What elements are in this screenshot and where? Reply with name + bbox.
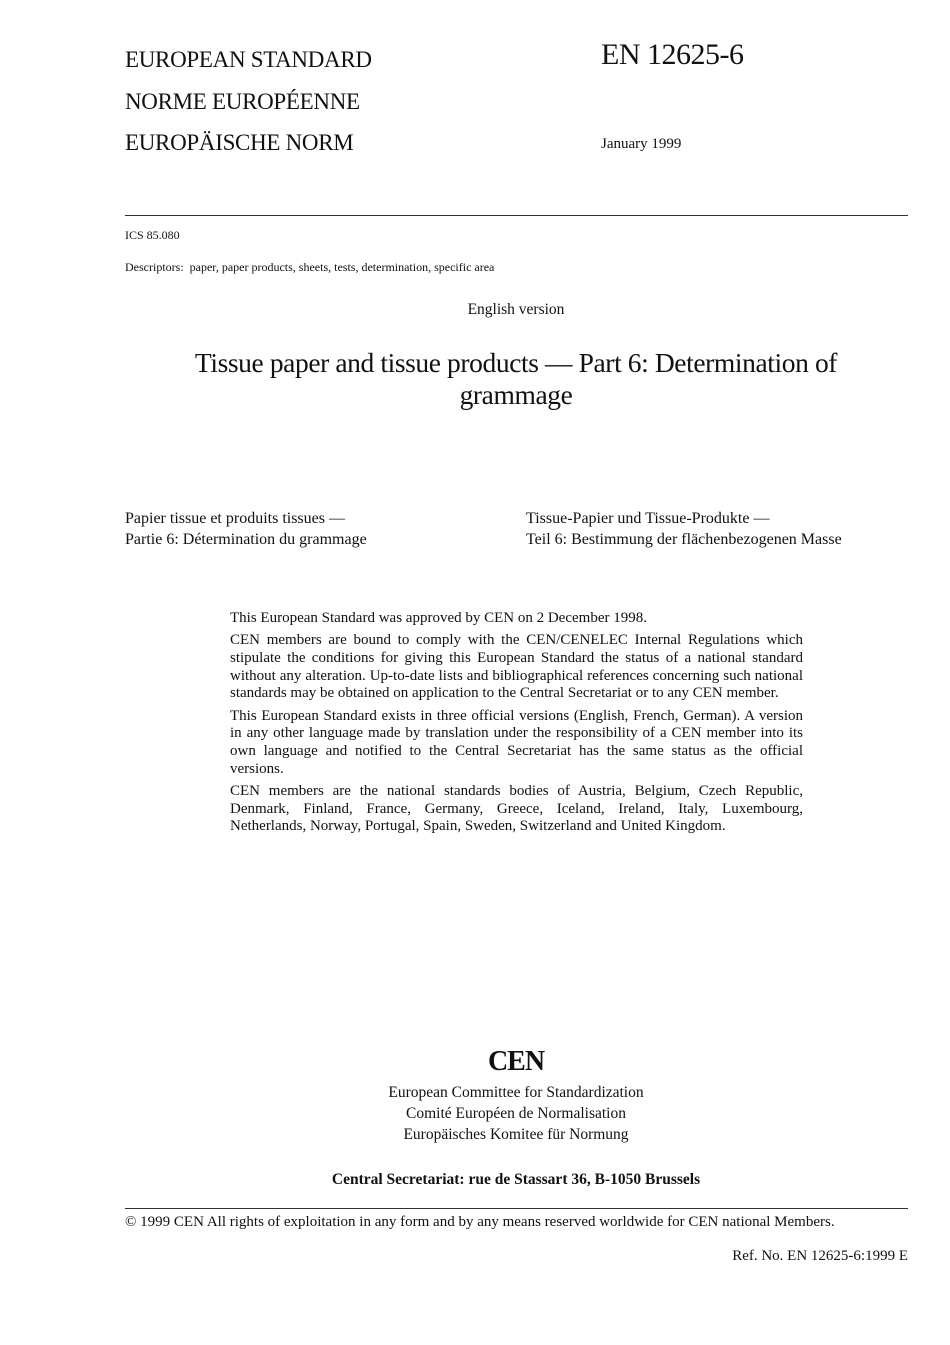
heading-norme-europeenne: NORME EUROPÉENNE — [125, 89, 360, 114]
french-title-line: Papier tissue et produits tissues — — [125, 510, 345, 527]
heading-european-standard: EUROPEAN STANDARD — [125, 47, 372, 72]
descriptors: Descriptors: paper, paper products, sheets, tests, determination, specific area — [125, 260, 495, 274]
ics-code: ICS 85.080 — [125, 228, 180, 242]
french-title-line: Partie 6: Détermination du grammage — [125, 531, 367, 548]
document-title: Tissue paper and tissue products — Part 6: Determination of grammage — [194, 347, 838, 410]
cen-name-french: Comité Européen de Normalisation — [406, 1105, 626, 1122]
cen-logo: CEN — [487, 1046, 545, 1077]
central-secretariat: Central Secretariat: rue de Stassart 36, B-1050 Brussels — [331, 1171, 701, 1188]
version-label: English version — [467, 301, 565, 318]
german-title — [526, 508, 842, 550]
copyright-notice: © 1999 CEN All rights of exploitation in any form and by any means reserved worldwide for CEN national Members. — [125, 1214, 835, 1230]
german-title-line: Teil 6: Bestimmung der flächenbezogenen Masse — [526, 531, 842, 548]
heading-europaische-norm: EUROPÄISCHE NORM — [125, 130, 354, 155]
cen-name-german: Europäisches Komitee für Normung — [403, 1126, 629, 1143]
german-title-line: Tissue-Papier und Tissue-Produkte — — [526, 510, 770, 527]
cen-name-english: European Committee for Standardization — [388, 1084, 644, 1101]
body-paragraph: This European Standard exists in three official versions (English, French, German). A version in any other language made by translation under the responsibility of a CEN member into its own language and notified to the Central Secretariat has the same status as the official versions. — [230, 707, 803, 777]
publication-date: January 1999 — [601, 136, 682, 152]
body-paragraph: This European Standard was approved by CEN on 2 December 1998. — [230, 610, 647, 626]
body-paragraph: CEN members are bound to comply with the CEN/CENELEC Internal Regulations which stipulate the conditions for giving this European Standard the status of a national standard without any alteration. Up-to-date lists and bibliographical references concerning such national standards may be obtained on application to the Central Secretariat or to any CEN member. — [230, 632, 803, 702]
approval-text — [230, 610, 803, 840]
french-title — [125, 508, 367, 550]
header-divider — [125, 215, 908, 216]
footer-divider — [125, 1208, 908, 1209]
reference-number: Ref. No. EN 12625-6:1999 E — [732, 1248, 908, 1264]
body-paragraph: CEN members are the national standards bodies of Austria, Belgium, Czech Republic, Denmark, Finland, France, Germany, Greece, Iceland, Ireland, Italy, Luxembourg, Netherlands, Norway, Portugal, Spain, Sweden, Switzerland and United Kingdom. — [230, 782, 803, 835]
standard-number: EN 12625-6 — [601, 38, 744, 71]
